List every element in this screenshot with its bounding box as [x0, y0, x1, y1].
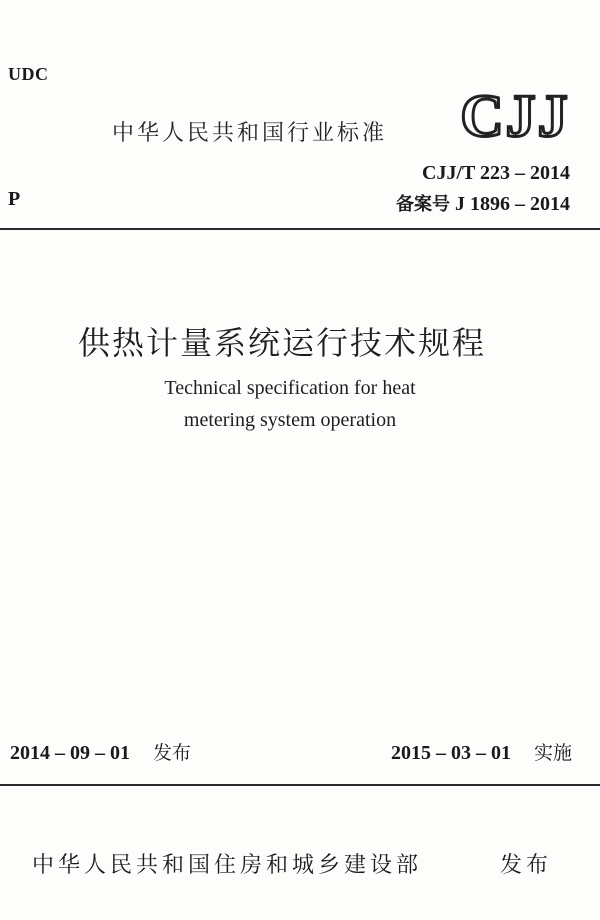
issue-date	[10, 738, 191, 765]
document-title-english-line2: metering system operation	[183, 409, 397, 431]
implementation-date	[391, 738, 572, 765]
udc-code: UDC	[8, 64, 49, 84]
document-title-chinese: 供热计量系统运行技术规程	[78, 324, 487, 362]
publisher-name: 中华人民共和国住房和城乡建设部	[32, 853, 423, 878]
publisher-label: 发布	[499, 853, 552, 878]
implementation-date-label: 实施	[533, 742, 572, 764]
standard-number: CJJ/T 223 – 2014	[422, 162, 570, 184]
document-title-english	[0, 372, 580, 436]
cjj-logo-text: CJJ	[460, 84, 570, 144]
record-number-value: J 1896 – 2014	[455, 193, 570, 215]
industry-standard-title: 中华人民共和国行业标准	[112, 121, 388, 146]
classification-code: P	[8, 188, 21, 210]
bottom-divider	[0, 784, 600, 786]
document-title-english-line1: Technical specification for heat	[164, 377, 416, 399]
cjj-logo	[456, 84, 574, 144]
issue-date-label: 发布	[153, 742, 192, 764]
record-number-label: 备案号	[396, 194, 450, 215]
implementation-date-value: 2015 – 03 – 01	[390, 742, 511, 764]
record-number	[396, 190, 570, 216]
issue-date-value: 2014 – 09 – 01	[10, 742, 130, 764]
top-divider	[0, 228, 600, 230]
